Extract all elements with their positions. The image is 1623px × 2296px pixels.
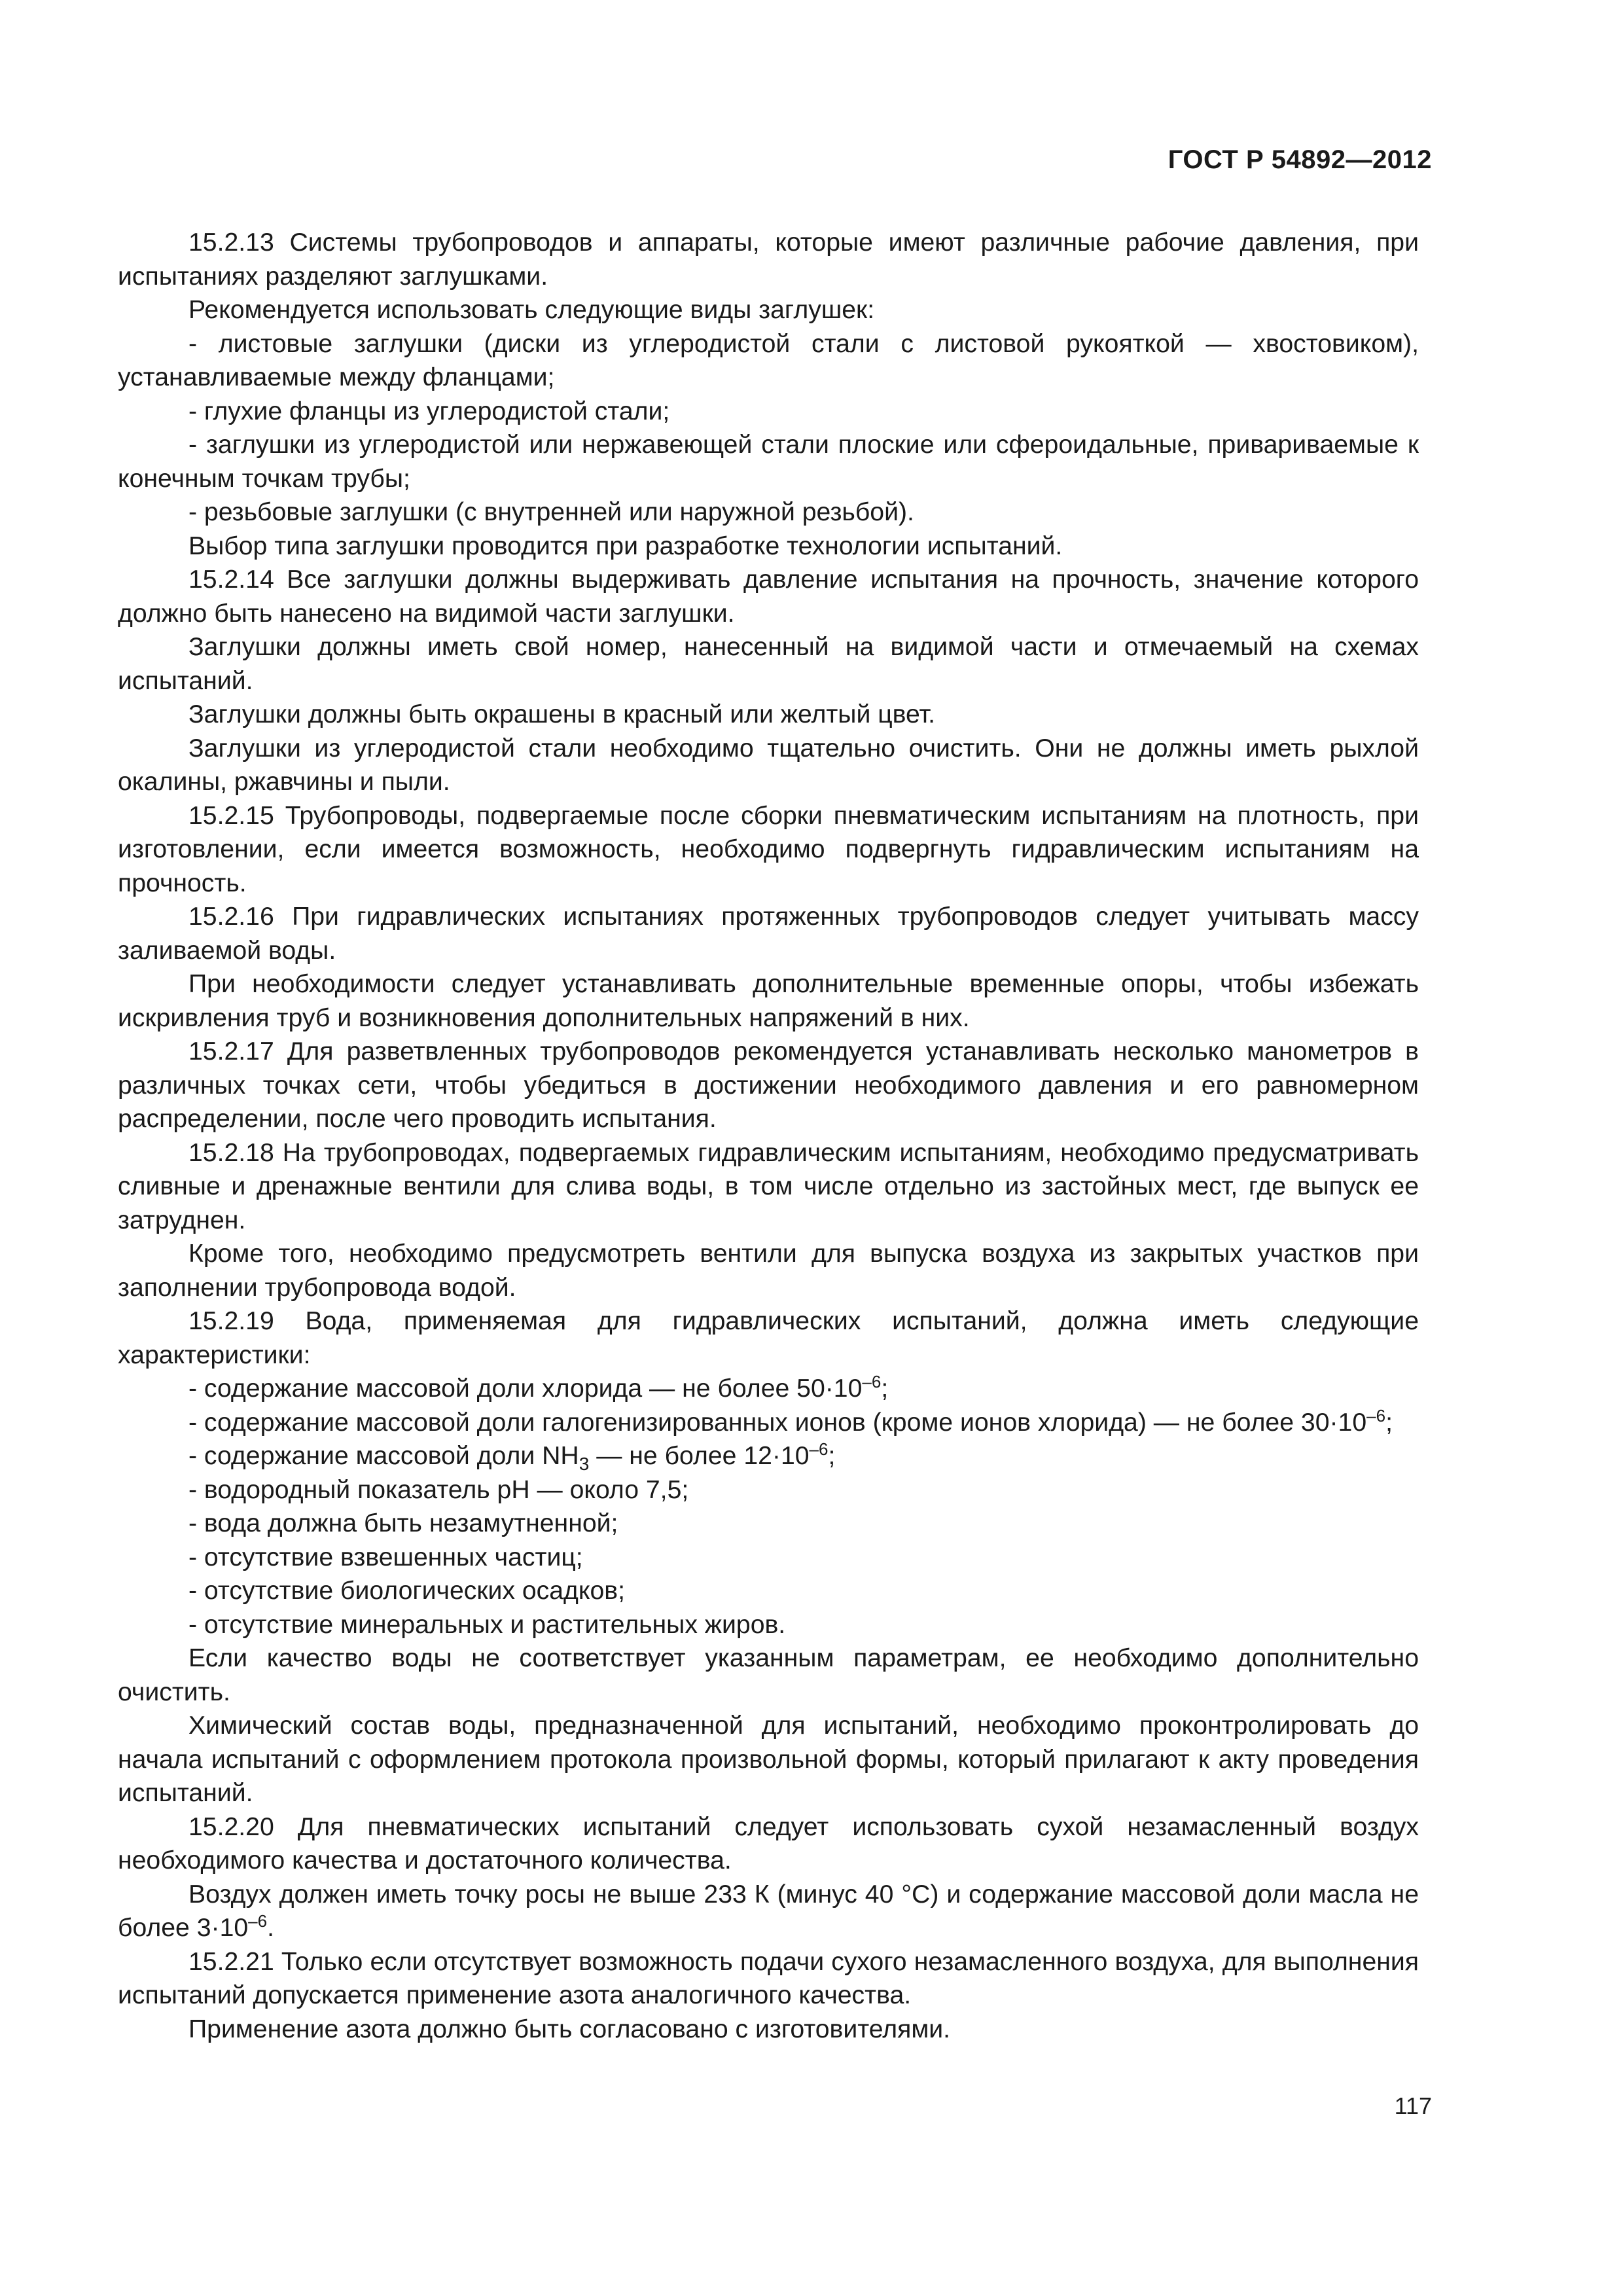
water-spec-item: - отсутствие взвешенных частиц; (188, 1543, 583, 1571)
water-spec-item: - вода должна быть незамутненной; (188, 1509, 618, 1537)
plug-types-intro: Рекомендуется использовать следующие виды заглушек: (188, 296, 875, 324)
paragraph-15-2-15: 15.2.15 Трубопроводы, подвергаемые после сборки пневматическим испытаниям на плотность, при изготовлении, если имеется возможность, необходимо подвергнуть гидравлическим испытаниям на прочность. (118, 801, 1419, 897)
plug-selection-note: Выбор типа заглушки проводится при разработке технологии испытаний. (188, 531, 1063, 560)
plug-type-item: - заглушки из углеродистой или нержавеющей стали плоские или сфероидальные, привариваемые к конечным точкам трубы; (118, 431, 1419, 493)
air-dewpoint-note: Воздух должен иметь точку росы не выше 233 К (минус 40 °С) и содержание массовой доли масла не более $3\cdot 10^{-6}$. (118, 1880, 1419, 1942)
nitrogen-approval-note: Применение азота должно быть согласовано с изготовителями. (188, 2015, 951, 2043)
plug-type-item: - глухие фланцы из углеродистой стали; (188, 397, 670, 425)
water-spec-item: - водородный показатель рН — около 7,5; (188, 1475, 689, 1504)
water-spec-item: - содержание массовой доли галогенизированных ионов (кроме ионов хлорида) — не более $30\cdot 10^{-6}$; (188, 1405, 1393, 1437)
water-chemistry-note: Химический состав воды, предназначенной для испытаний, необходимо проконтролировать до начала испытаний с оформлением протокола произвольной формы, который прилагают к акту проведения испытаний. (118, 1712, 1419, 1807)
water-spec-item: - содержание массовой доли хлорида — не более $50\cdot 10^{-6}$; (188, 1371, 889, 1403)
plug-type-item: - резьбовые заглушки (с внутренней или наружной резьбой). (188, 498, 914, 526)
paragraph-15-2-21: 15.2.21 Только если отсутствует возможность подачи сухого незамасленного воздуха, для выполнения испытаний допускается применение азота аналогичного качества. (118, 1947, 1419, 2009)
page-number: 117 (1394, 2092, 1432, 2119)
document-body (118, 226, 1419, 2046)
plug-numbering-note: Заглушки должны иметь свой номер, нанесенный на видимой части и отмечаемый на схемах испытаний. (118, 633, 1419, 695)
paragraph-15-2-20: 15.2.20 Для пневматических испытаний следует использовать сухой незамасленный воздух необходимого качества и достаточного количества. (118, 1812, 1419, 1874)
paragraph-15-2-18: 15.2.18 На трубопроводах, подвергаемых гидравлическим испытаниям, необходимо предусматривать сливные и дренажные вентили для слива воды, в том числе отдельно из застойных мест, где выпуск ее затруднен. (118, 1138, 1419, 1234)
document-code-header: ГОСТ Р 54892—2012 (1168, 145, 1432, 174)
water-spec-item: - содержание массовой доли $NH_3$ — не более $12\cdot 10^{-6}$; (188, 1439, 836, 1474)
plug-cleaning-note: Заглушки из углеродистой стали необходимо тщательно очистить. Они не должны иметь рыхлой окалины, ржавчины и пыли. (118, 734, 1419, 796)
water-purification-note: Если качество воды не соответствует указанным параметрам, ее необходимо дополнительно очистить. (118, 1644, 1419, 1706)
air-vent-note: Кроме того, необходимо предусмотреть вентили для выпуска воздуха из закрытых участков при заполнении трубопровода водой. (118, 1240, 1419, 1302)
paragraph-15-2-17: 15.2.17 Для разветвленных трубопроводов рекомендуется устанавливать несколько манометров в различных точках сети, чтобы убедиться в достижении необходимого давления и его равномерном распределении, после чего проводить испытания. (118, 1037, 1419, 1133)
water-spec-item: - отсутствие биологических осадков; (188, 1577, 626, 1605)
supports-note: При необходимости следует устанавливать дополнительные временные опоры, чтобы избежать искривления труб и возникновения дополнительных напряжений в них. (118, 970, 1419, 1032)
paragraph-15-2-13: 15.2.13 Системы трубопроводов и аппараты, которые имеют различные рабочие давления, при испытаниях разделяют заглушками. (118, 228, 1419, 291)
water-spec-item: - отсутствие минеральных и растительных жиров. (188, 1610, 786, 1639)
paragraph-15-2-14: 15.2.14 Все заглушки должны выдерживать давление испытания на прочность, значение которого должно быть нанесено на видимой части заглушки. (118, 565, 1419, 628)
paragraph-15-2-19: 15.2.19 Вода, применяемая для гидравлических испытаний, должна иметь следующие характеристики: (118, 1307, 1419, 1369)
paragraph-15-2-16: 15.2.16 При гидравлических испытаниях протяженных трубопроводов следует учитывать массу заливаемой воды. (118, 903, 1419, 965)
plug-type-item: - листовые заглушки (диски из углеродистой стали с листовой рукояткой — хвостовиком), устанавливаемые между фланцами; (118, 329, 1419, 391)
plug-color-note: Заглушки должны быть окрашены в красный или желтый цвет. (188, 700, 936, 728)
